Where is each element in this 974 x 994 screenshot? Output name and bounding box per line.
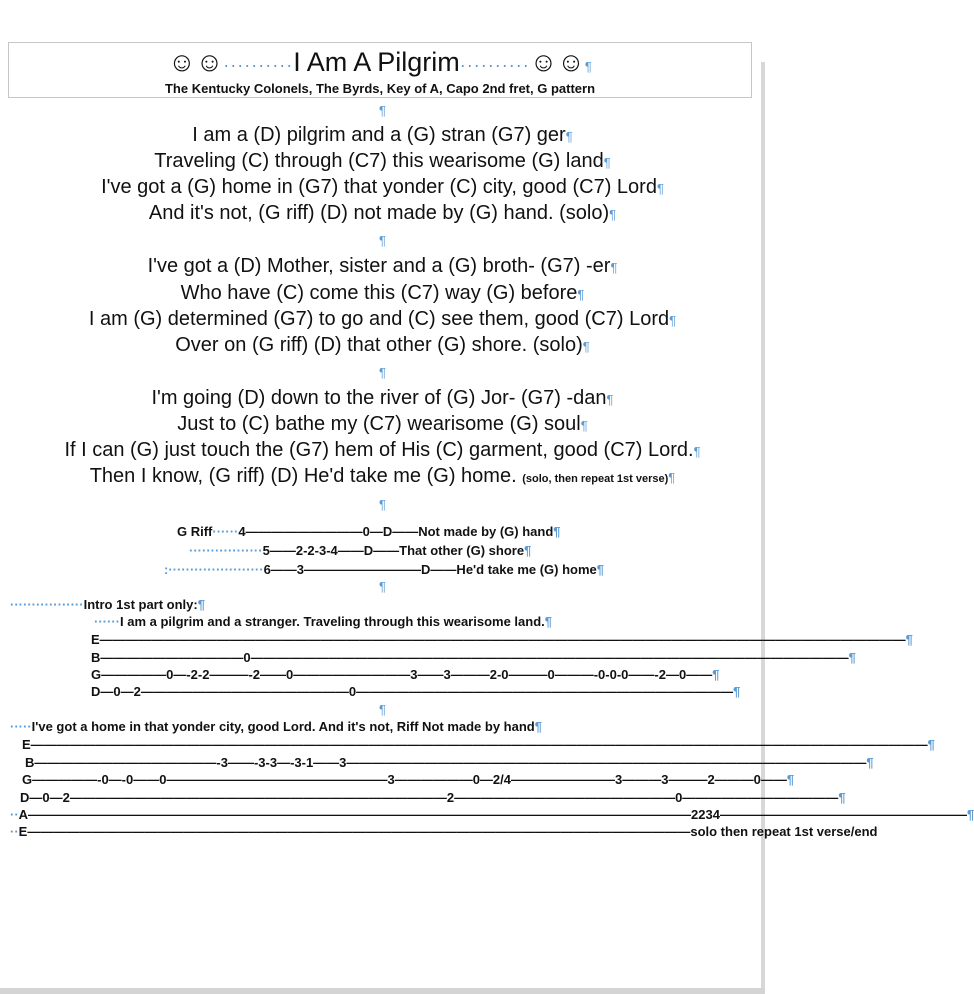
pilcrow-mark: ¶ — [379, 702, 386, 717]
tab-string: G—————0—-2-2———-2——0—————————3——3———2-0———0———-0-0-0——-2—0——¶ — [91, 667, 720, 682]
lyric-line: I'm going (D) down to the river of (G) Jor- (G7) -dan¶ — [151, 387, 614, 409]
title-box — [8, 42, 752, 98]
lyric-line: Just to (C) bathe my (C7) wearisome (G) soul¶ — [177, 413, 588, 435]
tab-string: D—0—2————————————————0—————————————————————————————¶ — [91, 684, 741, 699]
riff-line: G Riff······4—————————0—D——Not made by (G) hand¶ — [177, 524, 561, 539]
lyric-line: If I can (G) just touch the (G7) hem of His (C) garment, good (C7) Lord.¶ — [64, 439, 701, 461]
lyric-line: Over on (G riff) (D) that other (G) shore. (solo)¶ — [175, 334, 590, 356]
intro-label: ·················Intro 1st part only:¶ — [10, 597, 205, 612]
lyric-line: I am (G) determined (G7) to go and (C) see them, good (C7) Lord¶ — [88, 308, 677, 330]
subtitle: The Kentucky Colonels, The Byrds, Key of A, Capo 2nd fret, G pattern — [164, 81, 596, 96]
tab-string: D—0—2—————————————————————————————2—————————————————0————————————¶ — [20, 790, 846, 805]
lyric-line: Traveling (C) through (C7) this wearisome (G) land¶ — [154, 150, 611, 172]
riff-line: ·················5——2-2-3-4——D——That other (G) shore¶ — [189, 543, 532, 558]
lyric-line: Then I know, (G riff) (D) He'd take me (G) home. (solo, then repeat 1st verse)¶ — [89, 465, 676, 487]
pilcrow-mark: ¶ — [379, 579, 386, 594]
tab-string: G—————-0—-0——0—————————————————3——————0—2/4————————3———3———2———0——¶ — [22, 772, 795, 787]
lyric-line: I've got a (D) Mother, sister and a (G) broth- (G7) -er¶ — [147, 255, 618, 277]
smiley-icon-left: ☺☺ — [168, 47, 224, 77]
tab2-lyric: ·····I've got a home in that yonder city, good Lord. And it's not, Riff Not made by hand¶ — [10, 719, 542, 734]
song-title: I Am A Pilgrim — [293, 47, 460, 77]
tab-string: E——————————————————————————————————————————————————————————————¶ — [91, 632, 913, 647]
tab-string: ··E———————————————————————————————————————————————————solo then repeat 1st verse/end — [10, 824, 878, 839]
solo-note: (solo, then repeat 1st verse) — [522, 473, 669, 485]
lyric-line: And it's not, (G riff) (D) not made by (G) hand. (solo)¶ — [148, 202, 617, 224]
lyric-line: I am a (D) pilgrim and a (G) stran (G7) ger¶ — [192, 124, 573, 146]
tab-string: E—————————————————————————————————————————————————————————————————————¶ — [22, 737, 935, 752]
smiley-icon-right: ☺☺ — [529, 47, 585, 77]
lyric-line: I've got a (G) home in (G7) that yonder (C) city, good (C7) Lord¶ — [101, 176, 664, 198]
riff-line: :······················6——3—————————D——He'd take me (G) home¶ — [164, 562, 605, 577]
pilcrow-mark: ¶ — [379, 497, 386, 512]
tab-string: ··A———————————————————————————————————————————————————2234———————————————————¶ — [10, 807, 974, 822]
pilcrow-mark: ¶ — [379, 233, 386, 248]
lyric-line: Who have (C) come this (C7) way (G) before¶ — [180, 282, 585, 304]
tab-string: B——————————————-3——-3-3—-3-1——3————————————————————————————————————————¶ — [25, 755, 874, 770]
riff-label: G Riff — [177, 524, 213, 539]
intro-lyric: ······I am a pilgrim and a stranger. Traveling through this wearisome land.¶ — [94, 614, 552, 629]
pilcrow-mark: ¶ — [379, 103, 386, 118]
title-line: ☺☺··········I Am A Pilgrim··········☺☺¶ — [168, 47, 592, 77]
tab-string: B———————————0——————————————————————————————————————————————¶ — [91, 650, 856, 665]
pilcrow-mark: ¶ — [379, 365, 386, 380]
page-bottom-shadow — [0, 988, 765, 994]
